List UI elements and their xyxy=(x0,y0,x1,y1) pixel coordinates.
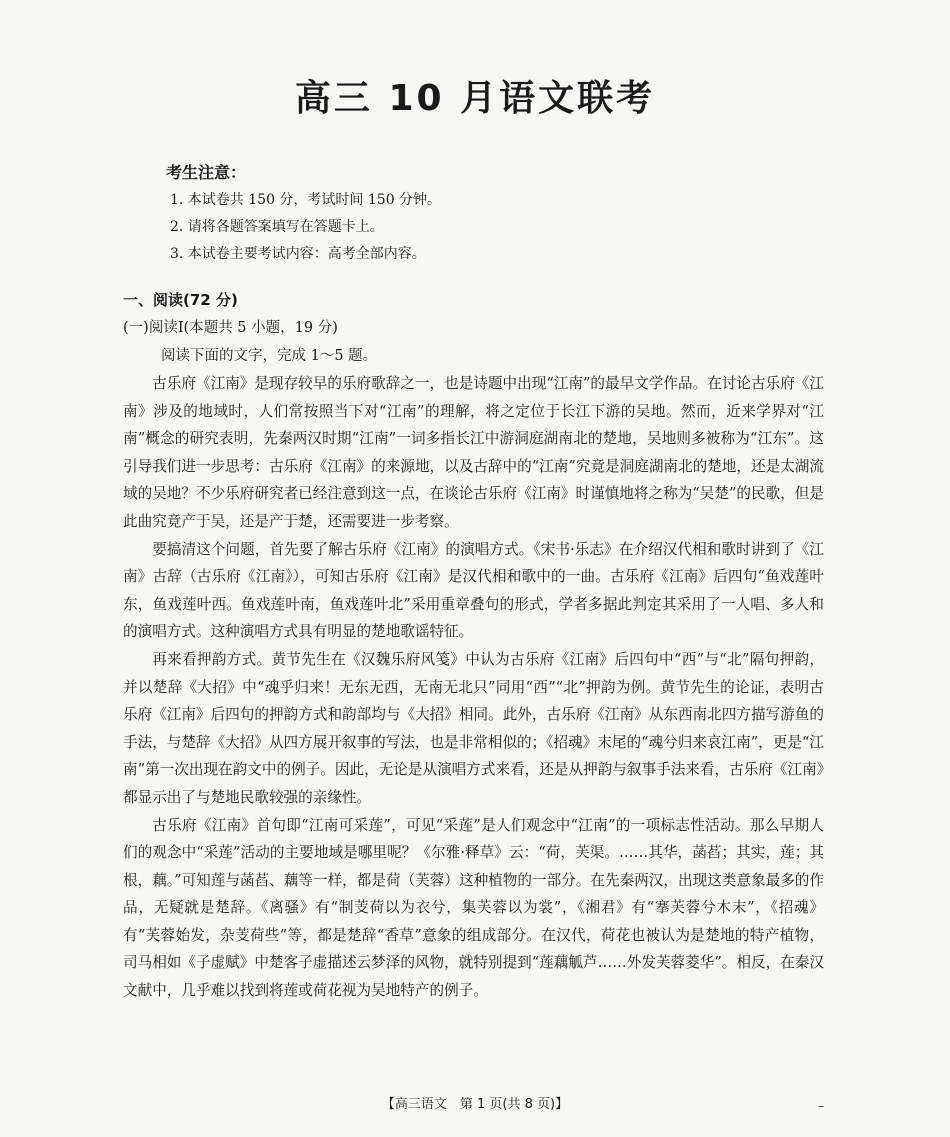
passage-paragraph: 古乐府《江南》是现存较早的乐府歌辞之一，也是诗题中出现“江南”的最早文学作品。在讨论古乐府《江南》涉及的地域时，人们常按照当下对“江南”的理解，将之定位于长江下游的吴地。然而，近来学界对“江南”概念的研究表明，先秦两汉时期“江南”一词多指长江中游洞庭湖南北的楚地，吴地则多被称为“江东”。这引导我们进一步思考：古乐府《江南》的来源地，以及古辞中的“江南”究竟是洞庭湖南北的楚地，还是太湖流域的吴地？不少乐府研究者已经注意到这一点，在谈论古乐府《江南》时谨慎地将之称为“吴楚”的民歌，但是此曲究竟产于吴，还是产于楚，还需要进一步考察。 xyxy=(123,375,824,530)
passage-paragraph: 古乐府《江南》首句即“江南可采莲”，可见“采莲”是人们观念中“江南”的一项标志性活动。那么早期人们的观念中“采莲”活动的主要地域是哪里呢？《尔雅·释草》云：“荷，芙渠。……其华，菡萏；其实，莲；其根，藕。”可知莲与菡萏、藕等一样，都是荷（芙蓉）这种植物的一部分。在先秦两汉，出现这类意象最多的作品，无疑就是楚辞。《离骚》有“制芰荷以为衣兮，集芙蓉以为裳”，《湘君》有“搴芙蓉兮木末”，《招魂》有“芙蓉始发，杂芰荷些”等，都是楚辞“香草”意象的组成部分。在汉代，荷花也被认为是楚地的特产植物，司马相如《子虚赋》中楚客子虚描述云梦泽的风物，就特别提到“莲藕觚芦……外发芙蓉菱华”。相反，在秦汉文献中，几乎难以找到将莲或荷花视为吴地特产的例子。 xyxy=(123,816,824,1000)
passage-paragraph: 要搞清这个问题，首先要了解古乐府《江南》的演唱方式。《宋书·乐志》在介绍汉代相和歌时讲到了《江南》古辞（古乐府《江南》），可知古乐府《江南》是汉代相和歌中的一曲。古乐府《江南》后四句“鱼戏莲叶东，鱼戏莲叶西。鱼戏莲叶南，鱼戏莲叶北”采用重章叠句的形式，学者多据此判定其采用了一人唱、多人和的演唱方式。这种演唱方式具有明显的楚地歌谣特征。 xyxy=(123,540,824,641)
notice-item: 1. 本试卷共 150 分，考试时间 150 分钟。 xyxy=(170,192,442,208)
candidate-notice xyxy=(166,161,806,268)
notice-item: 2. 请将各题答案填写在答题卡上。 xyxy=(170,219,384,235)
exam-title: 高三 10 月语文联考 xyxy=(294,78,656,119)
passage-paragraph: 再来看押韵方式。黄节先生在《汉魏乐府风笺》中认为古乐府《江南》后四句中“西”与“北”隔句押韵，并以楚辞《大招》中“魂乎归来！无东无西，无南无北只”同用“西”“北”押韵为例。黄节先生的论证，表明古乐府《江南》后四句的押韵方式和韵部均与《大招》相同。此外，古乐府《江南》从东西南北四方描写游鱼的手法，与楚辞《大招》从四方展开叙事的写法，也是非常相似的；《招魂》末尾的“魂兮归来哀江南”，更是“江南”第一次出现在韵文中的例子。因此，无论是从演唱方式来看，还是从押韵与叙事手法来看，古乐府《江南》都显示出了与楚地民歌较强的亲缘性。 xyxy=(123,650,824,806)
section-heading: 一、阅读(72 分) xyxy=(123,291,238,309)
subsection-heading: (一)阅读Ⅰ(本题共 5 小题，19 分) xyxy=(123,320,338,336)
notice-heading: 考生注意： xyxy=(166,163,247,182)
page-footer: 【高三语文 第 1 页(共 8 页)】 xyxy=(381,1097,569,1112)
reading-passage xyxy=(123,370,824,1005)
corner-mark: – xyxy=(818,1099,824,1113)
reading-instruction: 阅读下面的文字，完成 1～5 题。 xyxy=(161,348,378,364)
notice-item: 3. 本试卷主要考试内容：高考全部内容。 xyxy=(170,246,426,262)
